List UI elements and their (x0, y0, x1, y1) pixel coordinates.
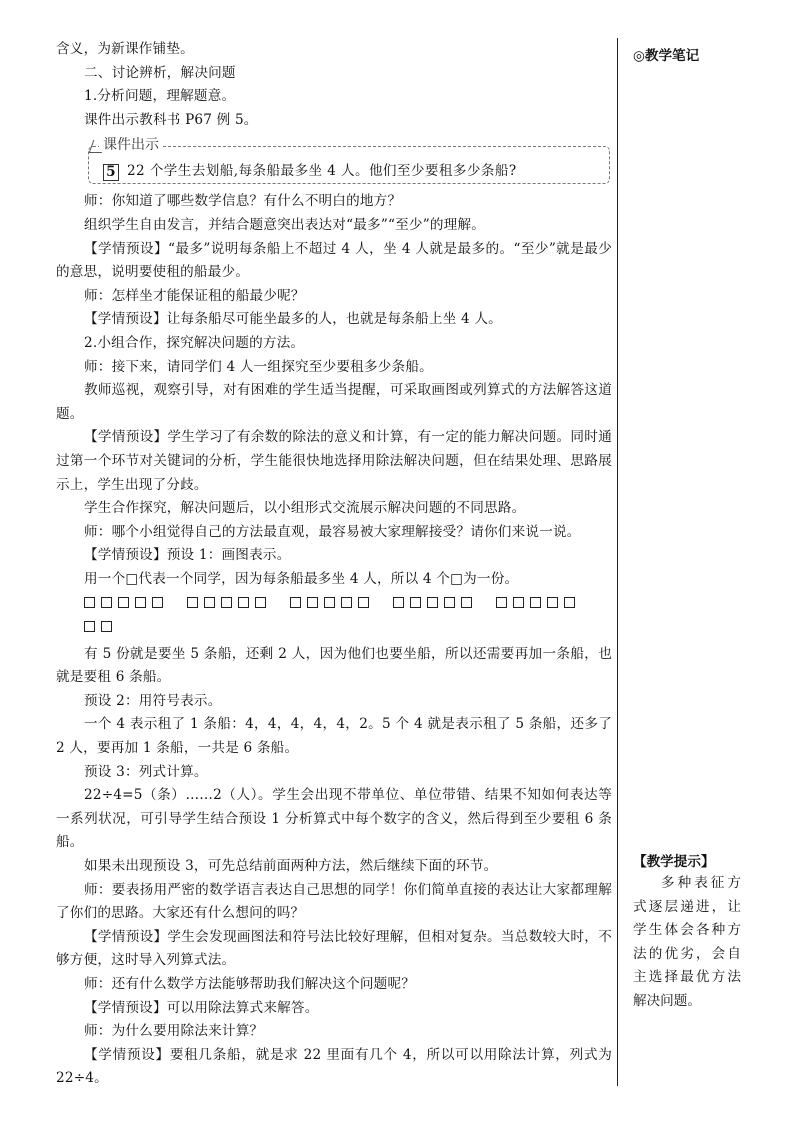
student-square (84, 621, 95, 632)
paragraph: 教师巡视，观察引导，对有困难的学生适当提醒，可采取画图或列算式的方法解答这道题。 (56, 382, 612, 422)
student-square (255, 597, 266, 608)
student-square (341, 597, 352, 608)
paragraph: 组织学生自由发言，并结合题意突出表达对“最多”“至少”的理解。 (84, 216, 486, 233)
notes-column (633, 44, 741, 64)
student-square (324, 597, 335, 608)
paragraph: 有 5 份就是要坐 5 条船，还剩 2 人，因为他们也要坐船，所以还需要再加一条船，也就是要租 6 条船。 (56, 645, 612, 686)
paragraph: 师：接下来，请同学们 4 人一组探究至少要租多少条船。 (84, 358, 433, 375)
student-square (410, 597, 421, 608)
section-heading: 二、讨论辨析，解决问题 (84, 64, 236, 81)
paragraph: 预设 3：列式计算。 (84, 763, 208, 780)
student-square (187, 597, 198, 608)
paragraph: 【学情预设】要租几条船，就是求 22 里面有几个 4，所以可以用除法计算，列式为 22÷4。 (56, 1046, 612, 1087)
student-square (358, 597, 369, 608)
student-square (101, 621, 112, 632)
square-group (84, 617, 118, 641)
square-group (393, 593, 478, 617)
paragraph: 课件出示教科书 P67 例 5。 (84, 111, 258, 128)
student-square (152, 597, 163, 608)
paragraph: 【学情预设】学生会发现画图法和符号法比较好理解，但相对复杂。当总数较大时，不够方便，这时导入列算式法。 (56, 928, 612, 969)
paragraph: 22÷4=5（条）……2（人）。学生会出现不带单位、单位带错、结果不知如何表达等一系列状况，可引导学生结合预设 1 分析算式中每个数字的含义，然后得到至少要租 6 条船。 (56, 787, 612, 851)
student-square (547, 597, 558, 608)
paragraph: 【学情预设】预设 1：画图表示。 (84, 547, 291, 564)
paragraph: 师：哪个小组觉得自己的方法最直观，最容易被大家理解接受？请你们来说一说。 (84, 523, 581, 540)
tip-box (633, 850, 741, 1014)
courseware-label: 课件出示 (99, 134, 163, 154)
student-square (427, 597, 438, 608)
subsection-heading: 2.小组合作，探究解决问题的方法。 (84, 334, 305, 351)
paragraph: 师：为什么要用除法来计算？ (84, 1023, 264, 1040)
paragraph: 师：要表扬用严密的数学语言表达自己思想的同学！你们简单直接的表达让大家都理解了你们的思路。大家还有什么想问的吗？ (56, 881, 612, 922)
student-square (238, 597, 249, 608)
notes-title: ◎教学笔记 (633, 48, 700, 64)
paragraph: 用一个□代表一个同学，因为每条船最多坐 4 人，所以 4 个□为一份。 (84, 570, 519, 587)
student-square (101, 597, 112, 608)
paragraph: 【学情预设】可以用除法算式来解答。 (84, 999, 319, 1016)
example-number: 5 (103, 164, 119, 181)
student-square (496, 597, 507, 608)
student-square (530, 597, 541, 608)
student-square (444, 597, 455, 608)
paragraph: 【学情预设】学生学习了有余数的除法的意义和计算，有一定的能力解决问题。同时通过第一个环节对关键词的分析，学生能很快地选择用除法解决问题，但在结果处理、思路展示上，学生出现了分歧。 (56, 429, 612, 493)
paragraph: 师：怎样坐才能保证租的船最少呢？ (84, 287, 305, 304)
student-square (564, 597, 575, 608)
paragraph: 【学情预设】“最多”说明每条船上不超过 4 人，坐 4 人就是最多的。“至少”就是最少的意思，说明要使租的船最少。 (56, 240, 612, 281)
square-diagram (56, 593, 612, 640)
student-square (84, 597, 95, 608)
paragraph: 【学情预设】让每条船尽可能坐最多的人，也就是每条船上坐 4 人。 (84, 311, 502, 328)
tip-title: 【教学提示】 (633, 854, 715, 870)
student-square (204, 597, 215, 608)
paragraph: 如果未出现预设 3，可先总结前面两种方法，然后继续下面的环节。 (84, 858, 498, 874)
student-square (513, 597, 524, 608)
square-group (496, 593, 581, 617)
square-group (84, 593, 169, 617)
square-group (290, 593, 375, 617)
student-square (290, 597, 301, 608)
student-square (393, 597, 404, 608)
student-square (461, 597, 472, 608)
paragraph: 含义，为新课作铺垫。 (56, 41, 194, 57)
courseware-body (103, 159, 517, 180)
paragraph: 学生合作探究，解决问题后，以小组形式交流展示解决问题的不同思路。 (84, 500, 526, 517)
paragraph: 师：还有什么数学方法能够帮助我们解决这个问题呢？ (84, 975, 416, 992)
column-divider (617, 38, 618, 1086)
student-square (307, 597, 318, 608)
courseware-text: 22 个学生去划船,每条船最多坐 4 人。他们至少要租多少条船? (127, 163, 517, 180)
tip-text: 多种表征方式逐层递进，让学生体会各种方法的优劣，会自主选择最优方法解决问题。 (633, 875, 741, 1009)
paragraph: 一个 4 表示租了 1 条船：4，4，4，4，4，2。5 个 4 就是表示租了 5 条船，还多了 2 人，要再加 1 条船，一共是 6 条船。 (56, 716, 612, 757)
student-square (135, 597, 146, 608)
square-group (187, 593, 272, 617)
student-square (118, 597, 129, 608)
student-square (221, 597, 232, 608)
main-content (56, 38, 612, 1091)
paragraph: 预设 2：用符号表示。 (84, 692, 222, 709)
subsection-heading: 1.分析问题，理解题意。 (84, 88, 236, 105)
paragraph: 师：你知道了哪些数学信息？有什么不明白的地方？ (84, 193, 402, 210)
courseware-box (88, 137, 610, 184)
